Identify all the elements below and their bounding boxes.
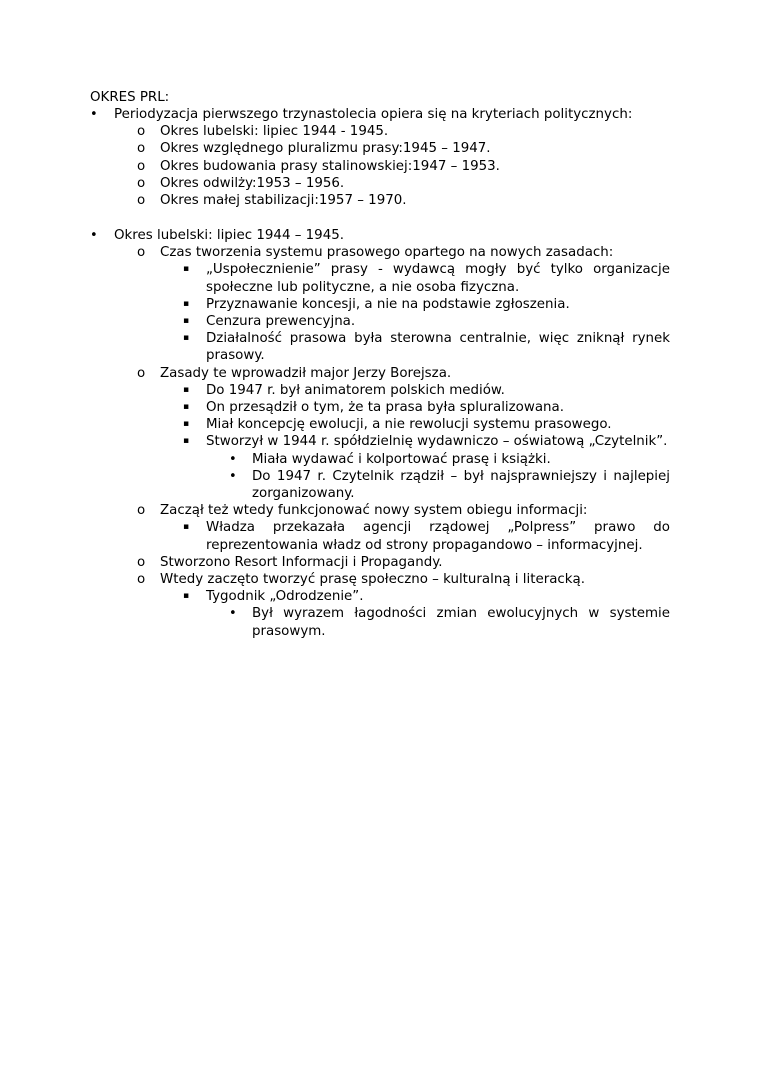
square-bullet-icon: ▪ bbox=[183, 522, 190, 533]
bullet-icon: • bbox=[229, 451, 237, 467]
bullet-icon: • bbox=[229, 468, 237, 484]
document-title: OKRES PRL: bbox=[90, 90, 170, 105]
period-item: Okres odwilży:1953 – 1956. bbox=[160, 175, 345, 191]
list-item bbox=[0, 227, 760, 244]
list-item bbox=[0, 433, 760, 450]
circle-bullet-icon: o bbox=[137, 365, 146, 381]
list-item bbox=[0, 330, 760, 364]
point-text: On przesądził o tym, że ta prasa była spluralizowana. bbox=[206, 400, 564, 416]
list-item bbox=[0, 451, 760, 468]
list-item bbox=[0, 192, 760, 209]
point-text: Przyznawanie koncesji, a nie na podstawie zgłoszenia. bbox=[206, 296, 570, 312]
square-bullet-icon: ▪ bbox=[183, 419, 190, 430]
circle-bullet-icon: o bbox=[137, 175, 146, 191]
list-item bbox=[0, 588, 760, 605]
list-item bbox=[0, 123, 760, 140]
point-text: Miał koncepcję ewolucji, a nie rewolucji systemu prasowego. bbox=[206, 417, 612, 433]
square-bullet-icon: ▪ bbox=[183, 436, 190, 447]
list-item bbox=[0, 519, 760, 553]
bullet-icon: • bbox=[229, 606, 237, 622]
list-item bbox=[0, 175, 760, 192]
square-bullet-icon: ▪ bbox=[183, 402, 190, 413]
point-text: Tygodnik „Odrodzenie”. bbox=[206, 589, 364, 605]
list-item bbox=[0, 296, 760, 313]
subpoint-text: Był wyrazem łagodności zmian ewolucyjnych w systemie prasowym. bbox=[252, 606, 670, 639]
list-item bbox=[0, 416, 760, 433]
circle-bullet-icon: o bbox=[137, 124, 146, 140]
subpoint-text: Miała wydawać i kolportować prasę i książki. bbox=[252, 451, 551, 467]
period-item: Okres małej stabilizacji:1957 – 1970. bbox=[160, 193, 407, 209]
subsection-text: Stworzono Resort Informacji i Propagandy. bbox=[160, 554, 443, 570]
bullet-icon: • bbox=[90, 107, 98, 122]
point-text: Do 1947 r. był animatorem polskich mediów. bbox=[206, 382, 505, 398]
list-item bbox=[0, 399, 760, 416]
list-item bbox=[0, 382, 760, 399]
list-item bbox=[0, 140, 760, 157]
point-text: Władza przekazała agencji rządowej „Polpress” prawo do reprezentowania władz od strony propagandowo – informacyjnej. bbox=[206, 520, 670, 553]
square-bullet-icon: ▪ bbox=[183, 333, 190, 344]
period-item: Okres lubelski: lipiec 1944 - 1945. bbox=[160, 124, 389, 140]
point-text: Stworzył w 1944 r. spółdzielnię wydawniczo – oświatową „Czytelnik”. bbox=[206, 434, 668, 450]
subpoint-text: Do 1947 r. Czytelnik rządził – był najsprawniejszy i najlepiej zorganizowany. bbox=[252, 468, 670, 502]
list-item bbox=[0, 571, 760, 588]
circle-bullet-icon: o bbox=[137, 554, 146, 570]
periodization-intro: Periodyzacja pierwszego trzynastolecia opiera się na kryteriach politycznych: bbox=[114, 107, 633, 122]
circle-bullet-icon: o bbox=[137, 141, 146, 157]
list-item bbox=[0, 502, 760, 519]
square-bullet-icon: ▪ bbox=[183, 384, 190, 395]
list-item bbox=[0, 244, 760, 261]
subsection-text: Wtedy zaczęto tworzyć prasę społeczno – kulturalną i literacką. bbox=[160, 572, 585, 588]
circle-bullet-icon: o bbox=[137, 158, 146, 174]
circle-bullet-icon: o bbox=[137, 572, 146, 588]
list-item bbox=[0, 158, 760, 175]
point-text: Cenzura prewencyjna. bbox=[206, 314, 356, 330]
point-text: Działalność prasowa była sterowna centralnie, więc zniknął rynek prasowy. bbox=[206, 331, 670, 364]
bullet-icon: • bbox=[90, 228, 98, 243]
period-item: Okres budowania prasy stalinowskiej:1947 – 1953. bbox=[160, 158, 500, 174]
list-item bbox=[0, 554, 760, 571]
point-text: „Uspołecznienie” prasy - wydawcą mogły być tylko organizacje społeczne lub polityczne, a nie osoba fizyczna. bbox=[206, 262, 670, 295]
subsection-text: Zaczął też wtedy funkcjonować nowy system obiegu informacji: bbox=[160, 503, 588, 519]
circle-bullet-icon: o bbox=[137, 193, 146, 209]
periodization-list bbox=[0, 106, 760, 209]
section-heading: Okres lubelski: lipiec 1944 – 1945. bbox=[114, 228, 345, 243]
list-item bbox=[0, 605, 760, 639]
list-item bbox=[0, 313, 760, 330]
subsection-text: Czas tworzenia systemu prasowego opartego na nowych zasadach: bbox=[160, 245, 614, 261]
square-bullet-icon: ▪ bbox=[183, 298, 190, 309]
list-item bbox=[0, 106, 760, 123]
period-item: Okres względnego pluralizmu prasy:1945 – 1947. bbox=[160, 141, 491, 157]
list-item bbox=[0, 365, 760, 382]
square-bullet-icon: ▪ bbox=[183, 316, 190, 327]
list-item bbox=[0, 468, 760, 502]
square-bullet-icon: ▪ bbox=[183, 264, 190, 275]
list-item bbox=[0, 261, 760, 295]
lublin-period-list bbox=[0, 227, 760, 640]
circle-bullet-icon: o bbox=[137, 245, 146, 261]
circle-bullet-icon: o bbox=[137, 503, 146, 519]
subsection-text: Zasady te wprowadził major Jerzy Borejsza. bbox=[160, 365, 452, 381]
square-bullet-icon: ▪ bbox=[183, 591, 190, 602]
